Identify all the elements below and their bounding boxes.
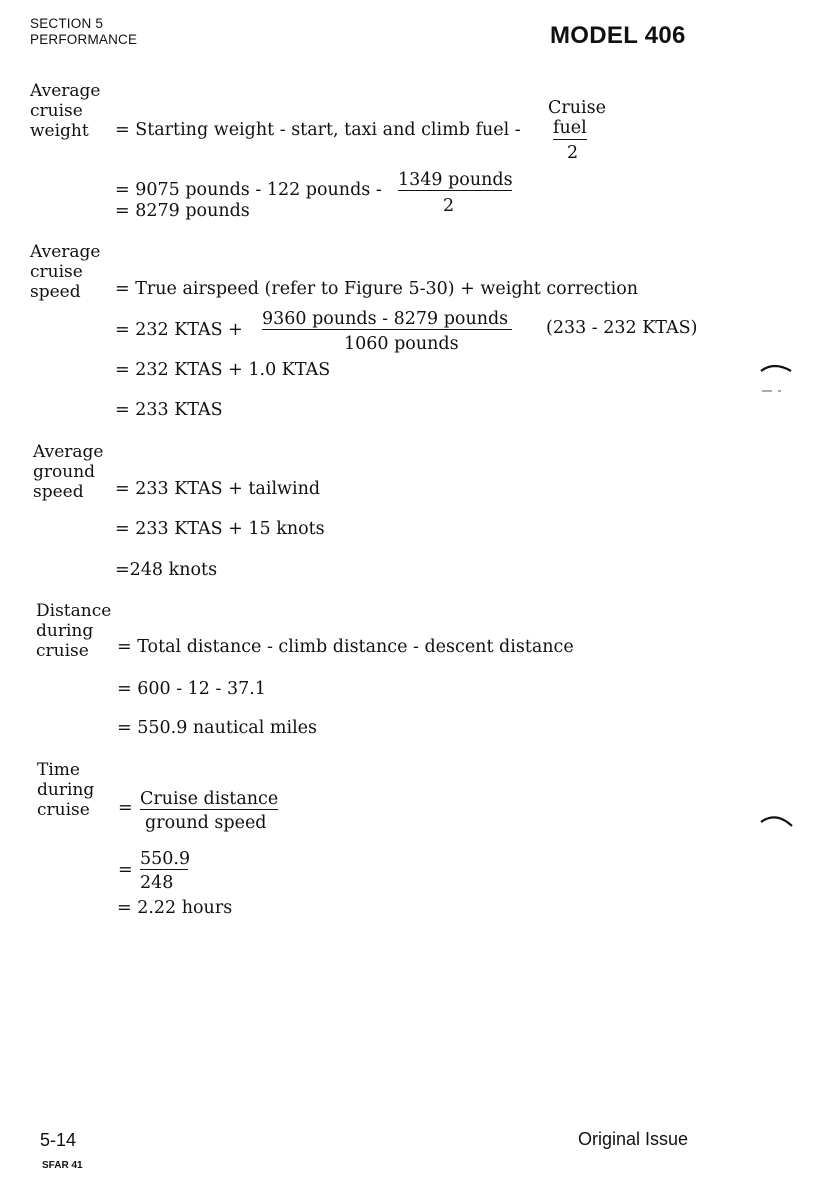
time-fraction-1-denominator: ground speed	[145, 813, 267, 833]
issue-status: Original Issue	[578, 1129, 689, 1149]
time-equals-2: =	[118, 860, 133, 880]
weight-step-1: = 9075 pounds - 122 pounds -	[115, 180, 382, 200]
time-label-3: cruise	[37, 800, 90, 820]
time-label-2: during	[37, 780, 95, 800]
distance-label-3: cruise	[36, 641, 89, 661]
distance-label-1: Distance	[36, 601, 112, 621]
cruise-fuel-word-1: Cruise	[548, 98, 606, 118]
time-fraction-2-denominator: 248	[140, 873, 174, 893]
distance-label-2: during	[36, 621, 94, 641]
speed-step-2: = 232 KTAS + 1.0 KTAS	[115, 360, 331, 380]
weight-step-2: = 8279 pounds	[115, 201, 250, 221]
speed-step-1-numerator: 9360 pounds - 8279 pounds	[262, 309, 512, 330]
cruise-fuel-denominator: 2	[567, 143, 579, 163]
weight-step-1-numerator: 1349 pounds	[398, 170, 513, 190]
speed-step-1-denominator: 1060 pounds	[344, 334, 459, 354]
ground-step-1: = 233 KTAS + 15 knots	[115, 519, 325, 539]
ground-step-2: =248 knots	[115, 560, 218, 580]
weight-step-1-denominator: 2	[443, 196, 455, 216]
speed-formula: = True airspeed (refer to Figure 5-30) + weight correction	[115, 279, 639, 299]
weight-label-2: cruise	[30, 101, 83, 121]
cruise-fuel-word-2: fuel	[553, 118, 587, 138]
section-title: PERFORMANCE	[30, 32, 138, 47]
speed-step-3: = 233 KTAS	[115, 400, 223, 420]
time-fraction-2-numerator: 550.9	[140, 849, 191, 869]
weight-label-1: Average	[30, 81, 101, 101]
page-number: 5-14	[40, 1130, 77, 1150]
weight-formula: = Starting weight - start, taxi and climb fuel -	[115, 120, 521, 140]
time-label-1: Time	[37, 760, 80, 780]
model-title: MODEL 406	[550, 22, 686, 49]
speed-step-1: = 232 KTAS +	[115, 320, 243, 340]
weight-label-3: weight	[30, 121, 89, 141]
speed-step-1-difference: (233 - 232 KTAS)	[546, 318, 698, 338]
ground-label-2: ground	[33, 462, 96, 482]
revision-mark-icon	[758, 360, 798, 400]
distance-formula: = Total distance - climb distance - descent distance	[117, 637, 574, 657]
sfar-reference: SFAR 41	[42, 1160, 83, 1171]
ground-formula: = 233 KTAS + tailwind	[115, 479, 321, 499]
speed-label-2: cruise	[30, 262, 83, 282]
revision-mark-icon-2	[758, 810, 798, 834]
time-fraction-1-numerator: Cruise distance	[140, 789, 279, 809]
speed-label-1: Average	[30, 242, 101, 262]
ground-label-1: Average	[33, 442, 104, 462]
time-step-3: = 2.22 hours	[117, 898, 233, 918]
distance-step-2: = 550.9 nautical miles	[117, 718, 318, 738]
time-equals-1: =	[118, 798, 133, 818]
speed-label-3: speed	[30, 282, 81, 302]
section-number: SECTION 5	[30, 16, 104, 31]
ground-label-3: speed	[33, 482, 84, 502]
distance-step-1: = 600 - 12 - 37.1	[117, 679, 266, 699]
